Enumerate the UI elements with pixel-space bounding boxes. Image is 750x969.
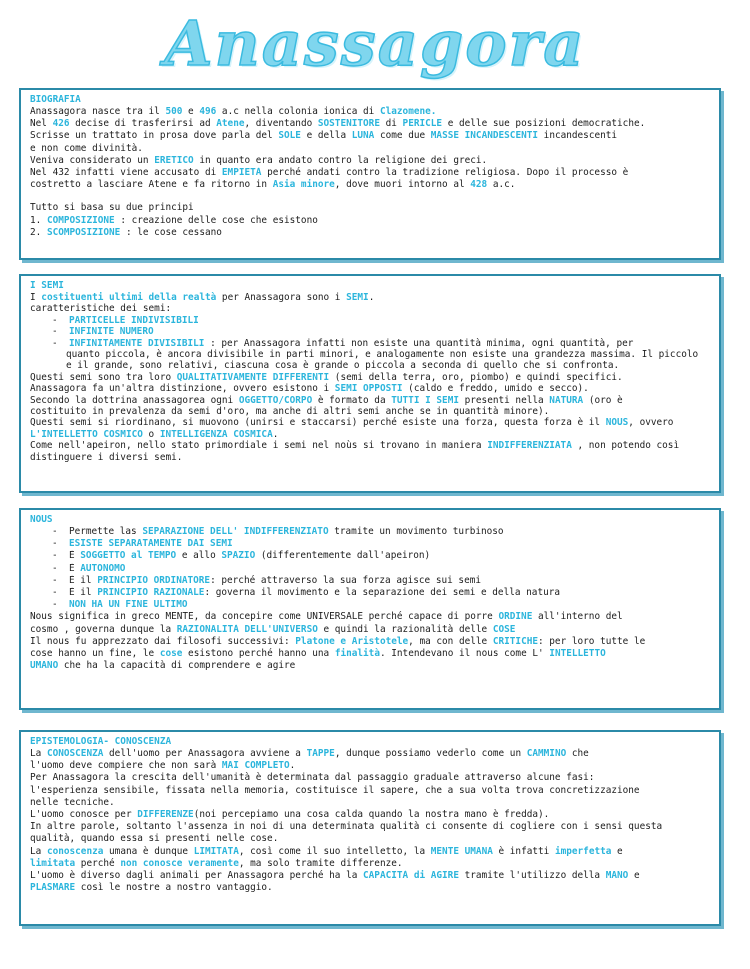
nous-line: cosmo , governa dunque la RAZIONALITÀ DELL'UNIVERSO e quindi la razionalità delle COSE bbox=[30, 623, 516, 635]
list-item: - ESISTE SEPARATAMENTE DAI SEMI bbox=[52, 538, 233, 550]
epistemologia-line: l'esperienza sensibile, fissata nella memoria, costituisce il sapere, che a sua volta trova concretizzazione bbox=[30, 784, 640, 796]
list-item: - PARTICELLE INDIVISIBILI bbox=[52, 314, 199, 326]
nous-line: UMANO che ha la capacità di comprendere e agire bbox=[30, 660, 296, 672]
biografia-line: e non come divinità. bbox=[30, 142, 143, 154]
biografia-line: costretto a lasciare Atene e fa ritorno in Asia minore, dove muori intorno al 428 a.c. bbox=[30, 179, 516, 191]
principle-item: 1. COMPOSIZIONE : creazione delle cose che esistono bbox=[30, 214, 318, 226]
biografia-line: Anassagora nasce tra il 500 e 496 a.c nella colonia ionica di Clazomene. bbox=[30, 106, 437, 117]
semi-heading: I SEMI bbox=[30, 280, 64, 291]
epistemologia-line: La CONOSCENZA dell'uomo per Anassagora avviene a TAPPE, dunque possiamo vederlo come un CAMMINO che bbox=[30, 748, 589, 759]
biografia-line: Veniva considerato un ERETICO in quanto era andato contro la religione dei greci. bbox=[30, 154, 488, 166]
semi-line: caratteristiche dei semi: bbox=[30, 303, 172, 315]
epistemologia-line: Per Anassagora la crescita dell'umanità è determinata dal passaggio graduale attraverso alcune fasi: bbox=[30, 772, 595, 784]
semi-line: Secondo la dottrina anassagorea ogni OGGETTO/CORPO è formato da TUTTI I SEMI presenti nella NATURA (oro è bbox=[30, 394, 623, 406]
epistemologia-line: limitata perché non conosce veramente, ma solo tramite differenze. bbox=[30, 857, 403, 869]
semi-line: Questi semi sono tra loro QUALITATIVAMENTE DIFFERENTI (semi della terra, oro, piombo) e quindi specifici. bbox=[30, 371, 623, 383]
list-item: - INFINITE NUMERO bbox=[52, 326, 154, 338]
epistemologia-line: nelle tecniche. bbox=[30, 796, 115, 808]
list-item: - È il PRINCIPIO ORDINATORE: perché attraverso la sua forza agisce sui semi bbox=[52, 574, 482, 586]
biografia-line: Scrisse un trattato in prosa dove parla del SOLE e della LUNA come due MASSE INCANDESCENTI incandescenti bbox=[30, 130, 618, 142]
biografia-line: Tutto si basa su due principi bbox=[30, 202, 194, 214]
page-title: Anassagora bbox=[164, 7, 586, 80]
semi-line: Anassagora fa un'altra distinzione, ovvero esistono i SEMI OPPOSTI (caldo e freddo, umido e secco). bbox=[30, 383, 589, 395]
semi-card bbox=[19, 274, 721, 493]
semi-line: Questi semi si riordinano, si muovono (unirsi e staccarsi) perché esiste una forza, questa forza è il NOÙS, ovvero bbox=[30, 417, 674, 429]
list-item: - È il PRINCIPIO RAZIONALE: governa il movimento e la separazione dei semi e della natura bbox=[52, 587, 561, 599]
epistemologia-line: In altre parole, soltanto l'assenza in noi di una determinata qualità ci consente di cogliere con i sensi questa bbox=[30, 821, 663, 833]
epistemologia-card bbox=[19, 730, 721, 926]
epistemologia-line: qualità, quando essa si presenti nelle cose. bbox=[30, 833, 279, 845]
biografia-line: Nel 426 decise di trasferirsi ad Atene, diventando SOSTENITORE di PERICLE e delle sue posizioni democratiche. bbox=[30, 118, 646, 130]
semi-line: distinguere i diversi semi. bbox=[30, 451, 183, 463]
semi-line: Come nell'apeiron, nello stato primordiale i semi nel noùs si trovano in maniera INDIFFERENZIATA , non potendo così bbox=[30, 440, 680, 452]
list-item: - È SOGGETTO al TEMPO e allo SPAZIO (differentemente dall'apeiron) bbox=[52, 550, 431, 562]
nous-heading: NOUS bbox=[30, 514, 53, 525]
list-item-continuation: e il grande, sono relativi, ciascuna cosa è grande o piccola a seconda di quello che si confronta. bbox=[66, 360, 620, 372]
list-item: - È AUTONOMO bbox=[52, 562, 126, 574]
nous-line: Il nous fu apprezzato dai filosofi successivi: Platone e Aristotele, ma con delle CRITICHE: per loro tutte le bbox=[30, 635, 646, 647]
principle-item: 2. SCOMPOSIZIONE : le cose cessano bbox=[30, 226, 222, 238]
list-item-continuation: quanto piccola, è ancora divisibile in parti minori, e analogamente non esiste una grandezza massima. Il piccolo bbox=[66, 349, 699, 361]
list-item: - INFINITAMENTE DIVISIBILI : per Anassagora infatti non esiste una quantità minima, ogni quantità, per bbox=[52, 337, 634, 349]
epistemologia-line: L'uomo è diverso dagli animali per Anassagora perché ha la CAPACITÀ di AGIRE tramite l'utilizzo della MANO e bbox=[30, 870, 640, 882]
list-item: - Permette las SEPARAZIONE DELL' INDIFFERENZIATO tramite un movimento turbinoso bbox=[52, 526, 504, 537]
list-item: - NON HA UN FINE ULTIMO bbox=[52, 599, 188, 611]
epistemologia-line: L'uomo conosce per DIFFERENZE(noi percepiamo una cosa calda quando la nostra mano è fredda). bbox=[30, 809, 550, 821]
semi-line: L'INTELLETTO COSMICO o INTELLIGENZA COSMICA. bbox=[30, 428, 279, 440]
biografia-line: Nel 432 infatti viene accusato di EMPIETÀ perché andati contro la tradizione religiosa. Dopo il processo è bbox=[30, 167, 629, 179]
semi-line: I costituenti ultimi della realtà per Anassagora sono i SEMI. bbox=[30, 292, 375, 303]
nous-card bbox=[19, 508, 721, 710]
epistemologia-heading: EPISTEMOLOGIA- CONOSCENZA bbox=[30, 736, 172, 747]
nous-line: cose hanno un fine, le cose esistono perché hanno una finalità. Intendevano il nous come L' INTELLETTO bbox=[30, 648, 606, 660]
epistemologia-line: PLASMARE così le nostre a nostro vantaggio. bbox=[30, 882, 273, 894]
semi-line: costituito in prevalenza da semi d'oro, ma anche di altri semi anche se in quantità minore). bbox=[30, 406, 550, 418]
biografia-heading: BIOGRAFIA bbox=[30, 94, 81, 105]
epistemologia-line: La conoscenza umana è dunque LIMITATA, così come il suo intelletto, la MENTE UMANA è infatti imperfetta e bbox=[30, 845, 623, 857]
nous-line: Nous significa in greco MENTE, da concepire come UNIVERSALE perché capace di porre ORDINE all'interno del bbox=[30, 611, 623, 623]
epistemologia-line: l'uomo deve compiere che non sarà MAI COMPLETO. bbox=[30, 760, 296, 772]
biografia-card bbox=[19, 88, 721, 260]
